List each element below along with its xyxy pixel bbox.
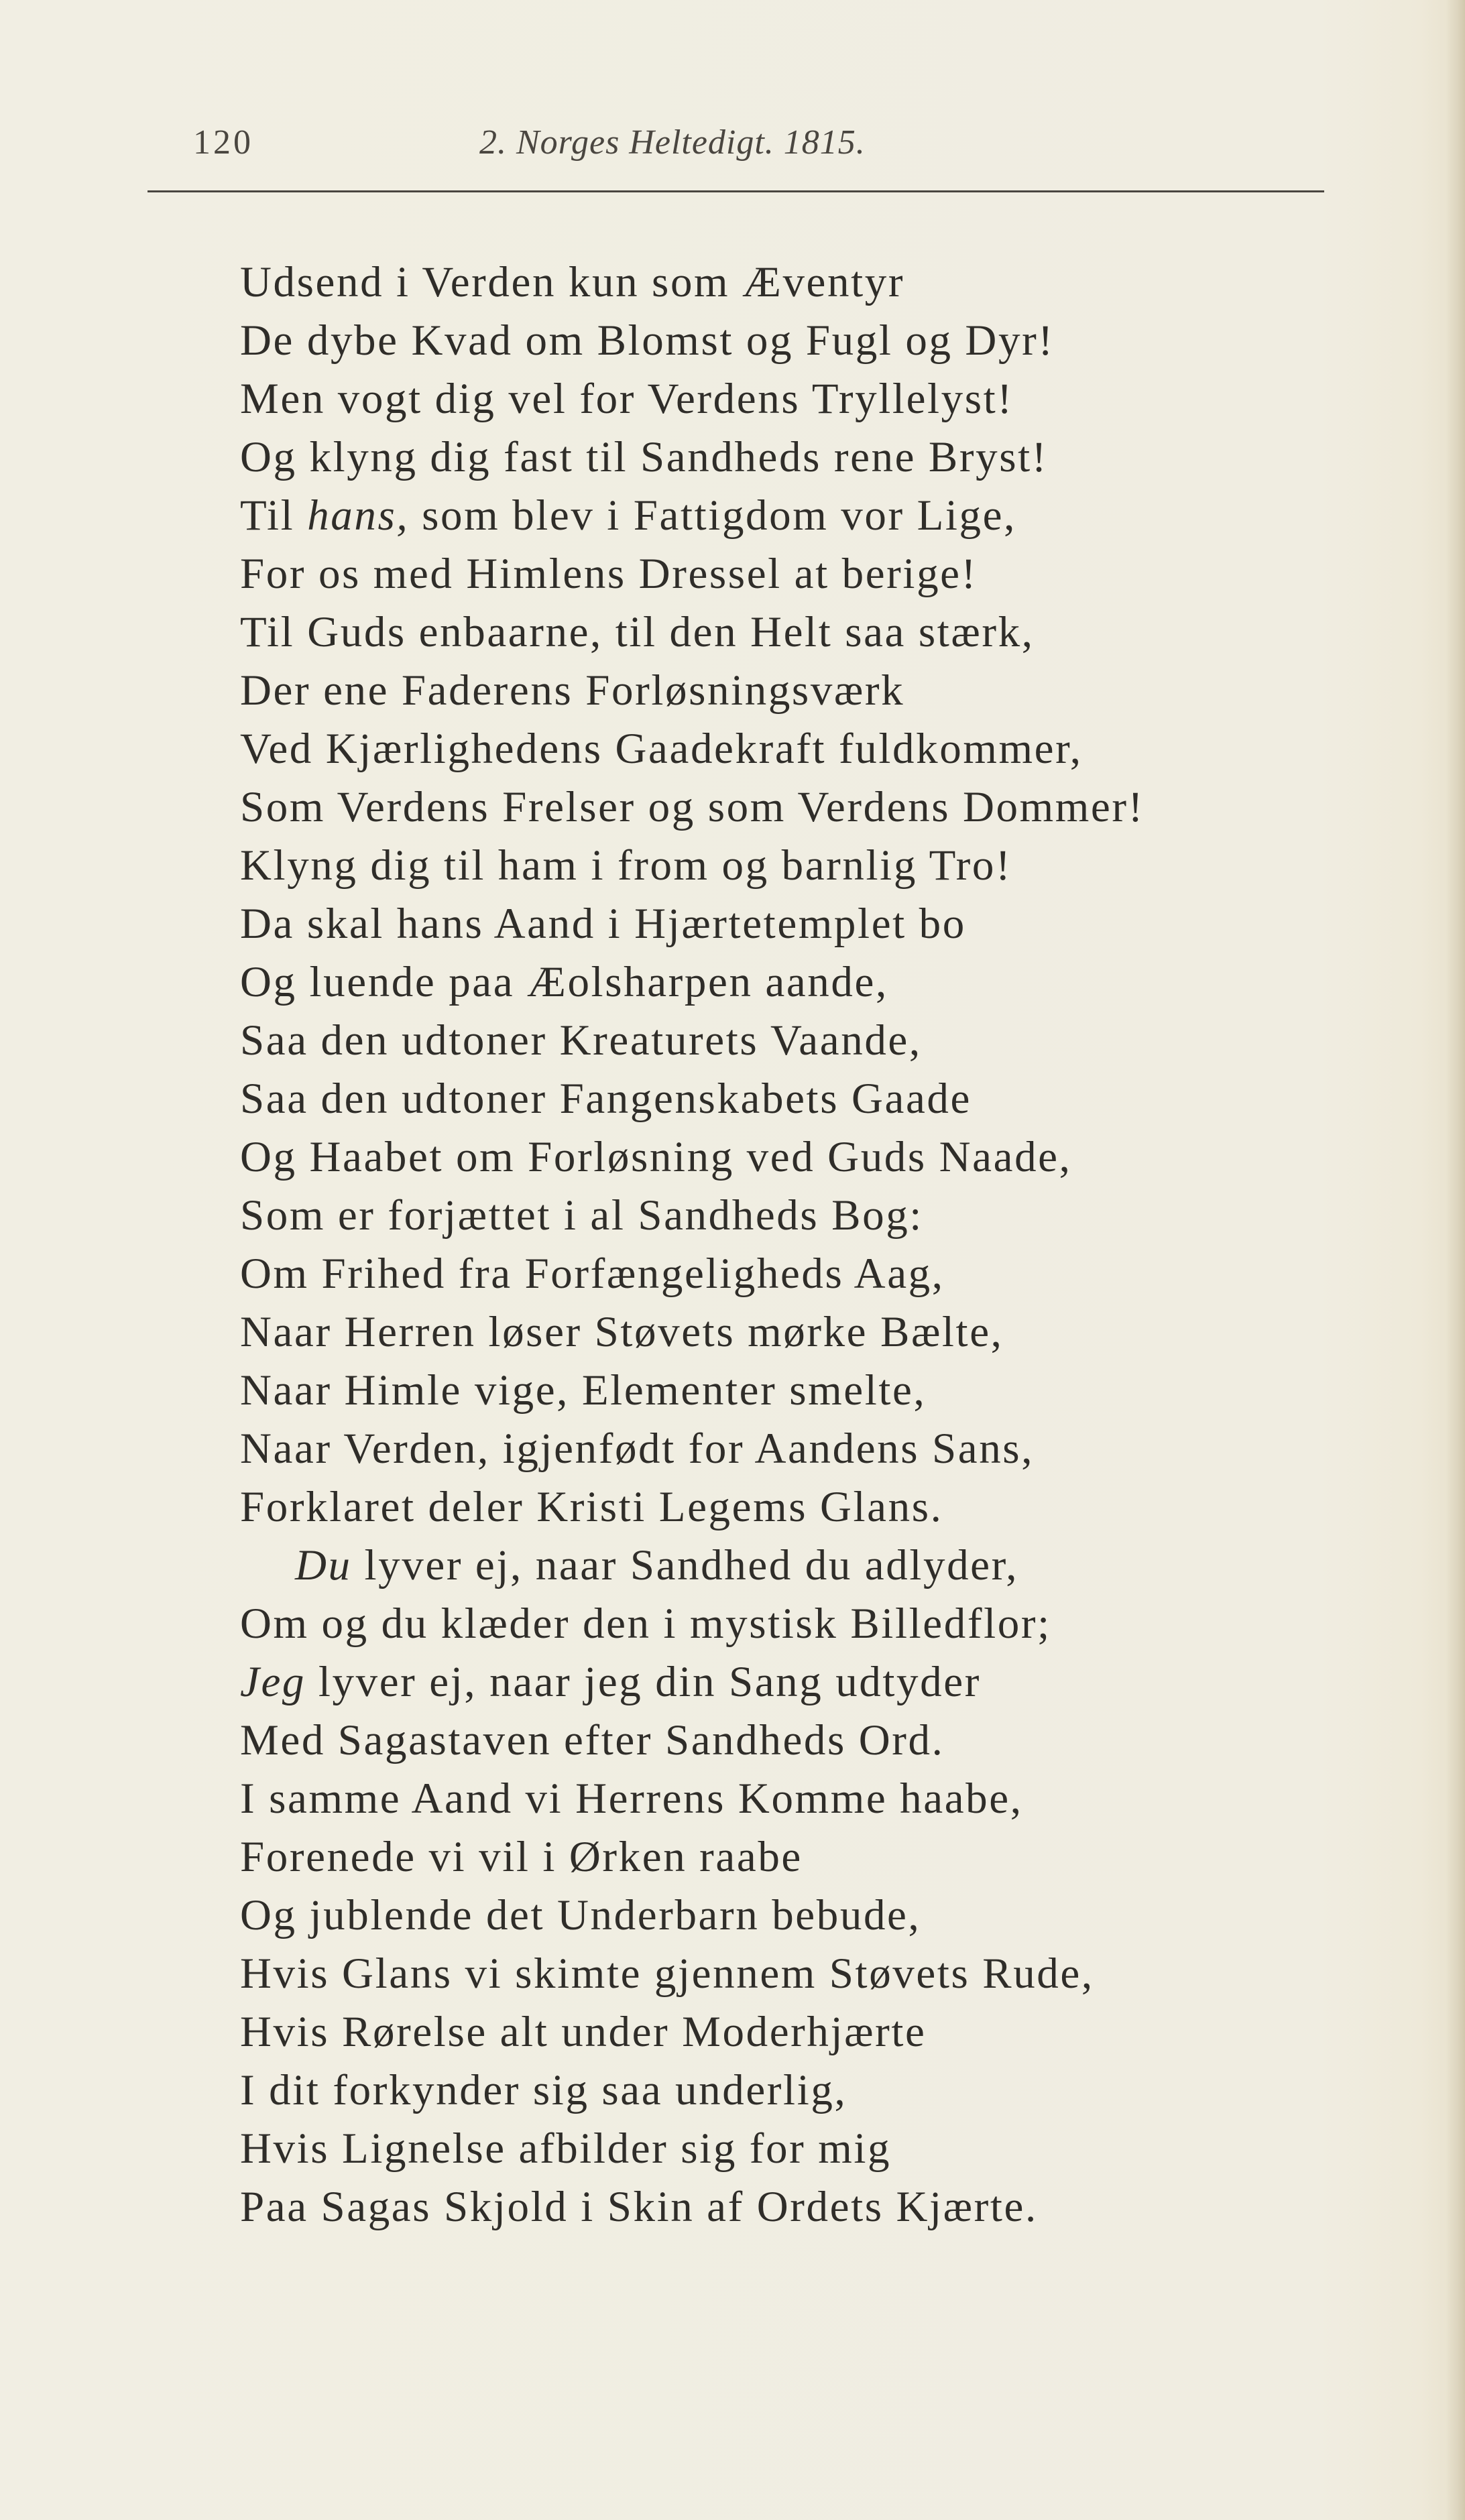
poem-line: Du lyver ej, naar Sandhed du adlyder, [295, 1541, 1019, 1589]
poem-line: Paa Sagas Skjold i Skin af Ordets Kjærte. [240, 2183, 1038, 2231]
emphasized-word: Jeg [240, 1658, 306, 1706]
poem-line: Hvis Glans vi skimte gjennem Støvets Rude, [240, 1949, 1094, 1998]
poem-line: Som er forjættet i al Sandheds Bog: [240, 1191, 923, 1240]
poem-line: De dybe Kvad om Blomst og Fugl og Dyr! [240, 316, 1055, 365]
poem-line: Udsend i Verden kun som Æventyr [240, 258, 905, 306]
poem-line: Naar Himle vige, Elementer smelte, [240, 1366, 927, 1415]
poem-line: Som Verdens Frelser og som Verdens Dommer! [240, 783, 1145, 831]
poem-line: Og luende paa Æolsharpen aande, [240, 958, 888, 1006]
running-header [148, 119, 1321, 166]
poem-line: Hvis Lignelse afbilder sig for mig [240, 2124, 892, 2173]
poem-line: Til hans, som blev i Fattigdom vor Lige, [240, 491, 1016, 540]
poem-line: Og klyng dig fast til Sandheds rene Bryst! [240, 433, 1049, 481]
poem-line: Til Guds enbaarne, til den Helt saa stærk, [240, 608, 1035, 656]
poem-line: Og Haabet om Forløsning ved Guds Naade, [240, 1133, 1072, 1181]
poem-line: Naar Herren løser Støvets mørke Bælte, [240, 1308, 1004, 1356]
poem-line: I samme Aand vi Herrens Komme haabe, [240, 1775, 1023, 1823]
poem-line: I dit forkynder sig saa underlig, [240, 2066, 847, 2114]
poem-line: Om Frihed fra Forfængeligheds Aag, [240, 1250, 945, 1298]
poem-line: Ved Kjærlighedens Gaadekraft fuldkommer, [240, 725, 1083, 773]
poem-line: Klyng dig til ham i from og barnlig Tro! [240, 841, 1012, 890]
poem-line: Men vogt dig vel for Verdens Tryllelyst! [240, 375, 1014, 423]
poem-line: Der ene Faderens Forløsningsværk [240, 666, 905, 715]
poem-line: Saa den udtoner Kreaturets Vaande, [240, 1016, 922, 1065]
header-rule [148, 190, 1324, 192]
emphasized-word: Du [295, 1541, 352, 1589]
poem-line: Jeg lyver ej, naar jeg din Sang udtyder [240, 1658, 981, 1706]
poem-line: Forenede vi vil i Ørken raabe [240, 1833, 803, 1881]
poem-line: Med Sagastaven efter Sandheds Ord. [240, 1716, 945, 1764]
poem-line: Naar Verden, igjenfødt for Aandens Sans, [240, 1425, 1035, 1473]
poem-line: Saa den udtoner Fangenskabets Gaade [240, 1075, 972, 1123]
poem-line: Hvis Rørelse alt under Moderhjærte [240, 2008, 927, 2056]
poem-line: Om og du klæder den i mystisk Billedflor; [240, 1600, 1051, 1648]
page-number: 120 [193, 123, 253, 162]
poem-line: For os med Himlens Dressel at berige! [240, 550, 978, 598]
running-title: 2. Norges Heltedigt. 1815. [479, 123, 866, 162]
emphasized-word: hans, [307, 491, 410, 540]
page-edge-shadow [1446, 0, 1465, 2520]
poem-line: Og jublende det Underbarn bebude, [240, 1891, 921, 1939]
poem-text [240, 253, 1340, 2236]
poem-line: Forklaret deler Kristi Legems Glans. [240, 1483, 943, 1531]
poem-line: Da skal hans Aand i Hjærtetemplet bo [240, 900, 966, 948]
